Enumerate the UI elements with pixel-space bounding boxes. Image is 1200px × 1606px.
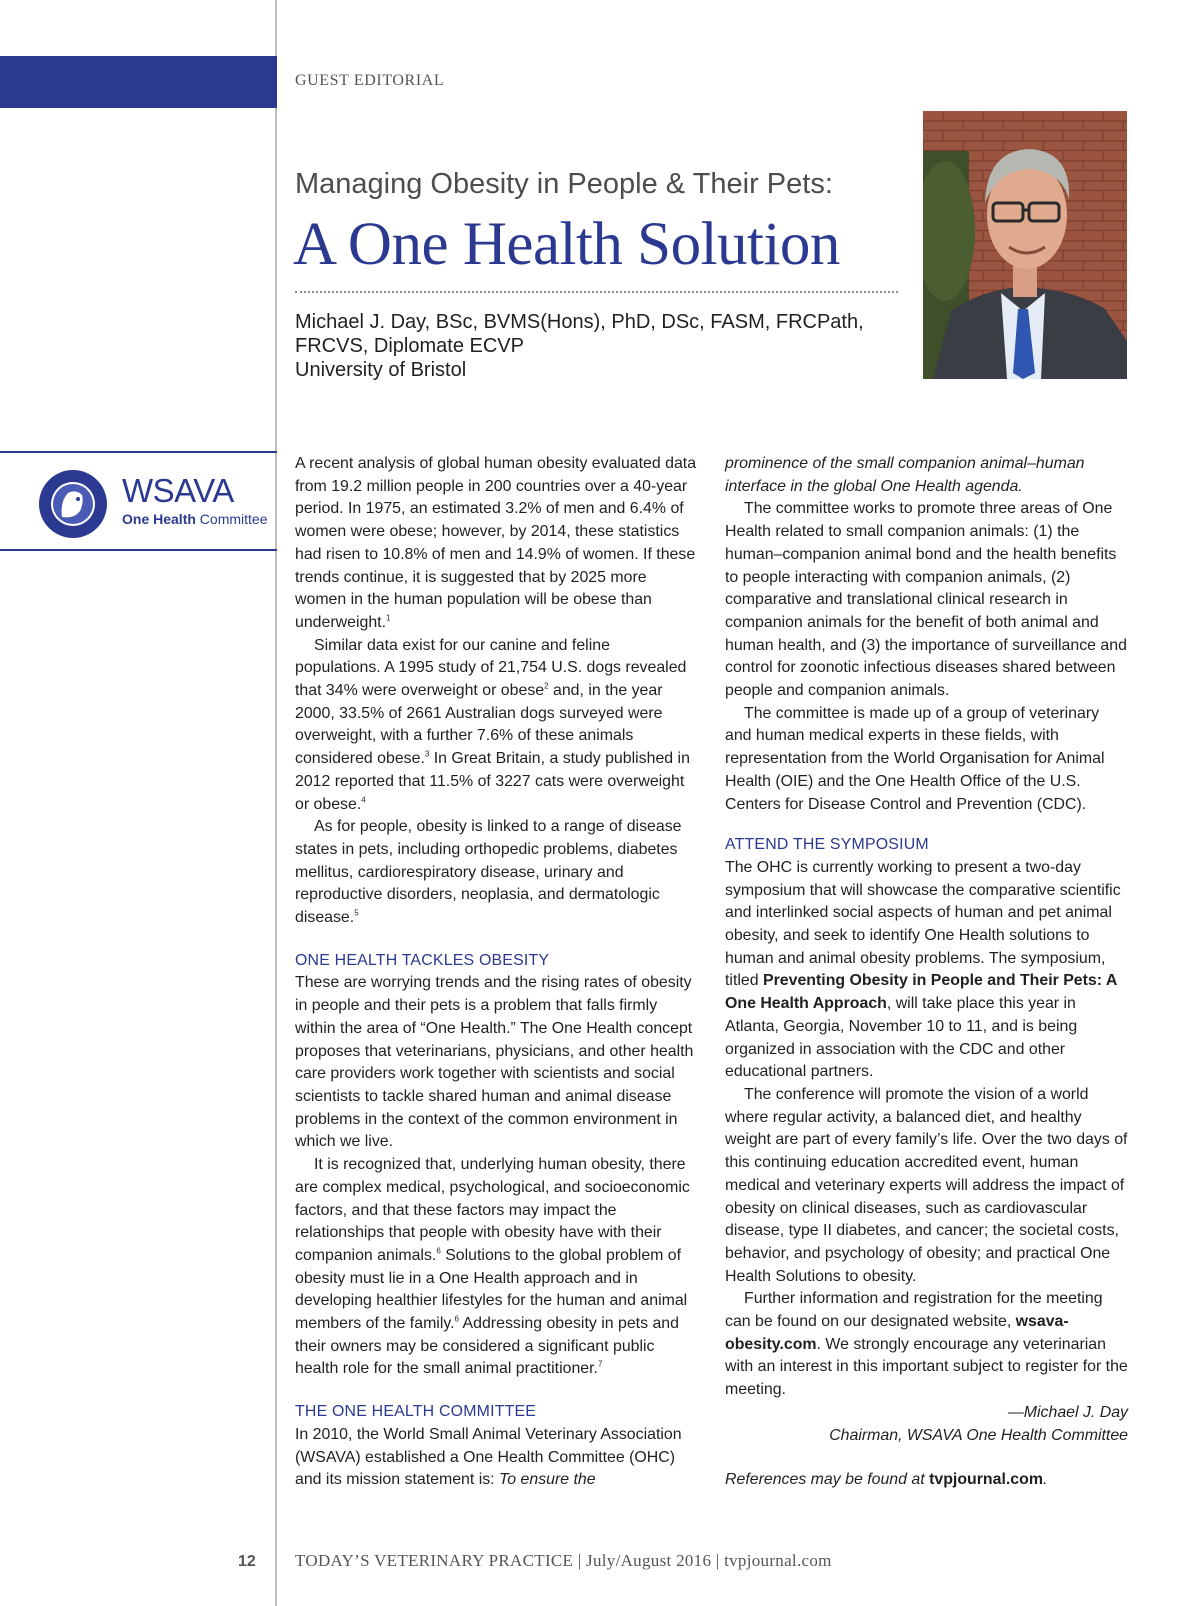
signature-title: Chairman, WSAVA One Health Committee xyxy=(829,1426,1128,1444)
page-number: 12 xyxy=(238,1553,256,1570)
section-heading: ATTEND THE SYMPOSIUM xyxy=(725,836,929,854)
logo-subtitle: One Health Committee xyxy=(122,511,268,527)
article-column-right xyxy=(725,453,1128,1492)
header-color-bar xyxy=(0,56,277,108)
section-heading: THE ONE HEALTH COMMITTEE xyxy=(295,1403,537,1421)
paragraph: The conference will promote the vision of a world where regular activity, a balanced diet, and healthy weight are part of every family’s life. Over the two days of this continuing education accredited event, human medical and veterinary experts will address the impact of obesity on clinical diseases, such as cardiovascular disease, type II diabetes, and cancer; the societal costs, behavior, and psychology of obesity; and practical One Health Solutions to obesity. xyxy=(725,1085,1128,1285)
vertical-rule xyxy=(275,0,277,1606)
paragraph: prominence of the small companion animal–human interface in the global One Health agenda. xyxy=(725,455,1085,495)
section-label: GUEST EDITORIAL xyxy=(295,72,445,89)
globe-dog-icon xyxy=(38,469,108,539)
author-credentials-cont: FRCVS, Diplomate ECVP xyxy=(295,335,524,357)
references-link[interactable]: tvpjournal.com xyxy=(929,1471,1043,1489)
references-note: References may be found at tvpjournal.com. xyxy=(725,1471,1048,1489)
author-photo xyxy=(923,111,1127,379)
author-credentials: Michael J. Day, BSc, BVMS(Hons), PhD, DSc, FASM, FRCPath, xyxy=(295,311,864,333)
paragraph: These are worrying trends and the rising rates of obesity in people and their pets is a problem that falls firmly within the area of “One Health.” The One Health concept proposes that veterinarians, physicians, and other health care providers work together with scientists and social scientists to tackle shared human and animal disease problems in the context of the common environment in which we live. xyxy=(295,974,694,1151)
author-affiliation: University of Bristol xyxy=(295,359,467,381)
website-link[interactable]: wsava-obesity.com xyxy=(725,1313,1069,1353)
article-subtitle: Managing Obesity in People & Their Pets: xyxy=(295,168,833,200)
logo-name: WSAVA xyxy=(122,472,234,509)
wsava-logo xyxy=(0,451,277,551)
paragraph: As for people, obesity is linked to a range of disease states in pets, including orthopedic problems, diabetes mellitus, cardiorespiratory disease, urinary and reproductive disorders, neoplasia, and dermatologic disease.$^5$ xyxy=(295,818,682,927)
title-divider xyxy=(295,291,898,293)
paragraph: A recent analysis of global human obesity evaluated data from 19.2 million people in 200 countries over a 40-year period. In 1975, an estimated 3.2% of men and 6.4% of women were obese; however, by 2014, these statistics had risen to 10.8% of men and 14.9% of women. If these trends continue, it is suggested that by 2025 more women in the human population will be obese than underweight.$^1$ xyxy=(295,455,697,631)
paragraph: The committee is made up of a group of veterinary and human medical experts in these fields, with representation from the World Organisation for Animal Health (OIE) and the One Health Office of the U.S. Centers for Disease Control and Prevention (CDC). xyxy=(725,704,1105,813)
article-column-left xyxy=(295,453,697,1492)
running-footer: TODAY’S VETERINARY PRACTICE | July/August 2016 | tvpjournal.com xyxy=(295,1551,832,1570)
paragraph: The committee works to promote three areas of One Health related to small companion animals: (1) the human–companion animal bond and the health benefits to people interacting with companion animals, (2) comparative and translational clinical research in companion animals for the benefit of both animal and human health, and (3) the importance of surveillance and control for zoonotic infectious diseases shared between people and companion animals. xyxy=(725,500,1127,700)
paragraph: The OHC is currently working to present a two-day symposium that will showcase the comparative scientific and interlinked social aspects of human and pet animal obesity, and seek to identify One Health solutions to human and animal obesity problems. The symposium, titled Preventing Obesity in People and Their Pets: A One Health Approach, will take place this year in Atlanta, Georgia, November 10 to 11, and is being organized in association with the CDC and other educational partners. xyxy=(725,858,1121,1081)
paragraph: It is recognized that, underlying human obesity, there are complex medical, psychological, and socioeconomic factors, and that these factors may impact the relationships that people with obesity have with their companion animals.$^6$ Solutions to the global problem of obesity must lie in a One Health approach and in developing healthier lifestyles for the human and animal members of the family.$^6$ Addressing obesity in pets and their owners may be considered a significant public health role for the small animal practitioner.$^7$ xyxy=(295,1156,690,1378)
section-heading: ONE HEALTH TACKLES OBESITY xyxy=(295,951,550,969)
signature-name: —Michael J. Day xyxy=(1007,1403,1128,1421)
paragraph: In 2010, the World Small Animal Veterinary Association (WSAVA) established a One Health Committee (OHC) and its mission statement is: To ensure the xyxy=(295,1425,682,1489)
article-title: A One Health Solution xyxy=(293,211,840,278)
author-block xyxy=(295,310,875,382)
paragraph: Further information and registration for the meeting can be found on our designated website, wsava-obesity.com. We strongly encourage any veterinarian with an interest in this important subject to register for the meeting. xyxy=(725,1290,1128,1399)
paragraph: Similar data exist for our canine and feline populations. A 1995 study of 21,754 U.S. dogs revealed that 34% were overweight or obese$^2$ and, in the year 2000, 33.5% of 2661 Australian dogs surveyed were overweight, with a further 7.6% of these animals considered obese.$^3$ In Great Britain, a study published in 2012 reported that 11.5% of 3227 cats were overweight or obese.$^4$ xyxy=(295,636,690,813)
